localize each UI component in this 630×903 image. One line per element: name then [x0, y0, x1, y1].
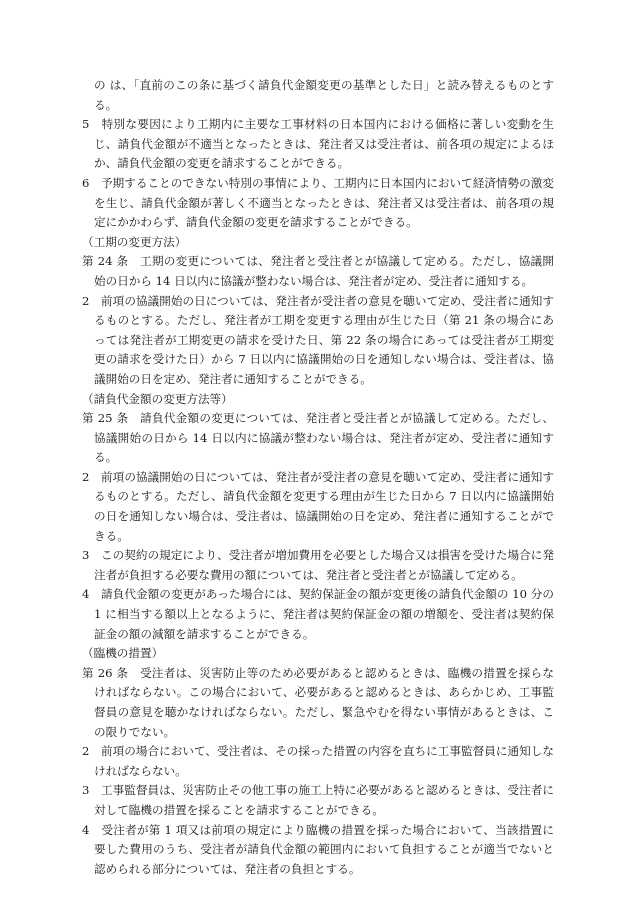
section-heading-schedule-change: （工期の変更方法）	[82, 234, 187, 249]
article-25-item-3: 3 この契約の規定により、受注者が増加費用を必要とした場合又は損害を受けた場合に発注者が負担する必要な費用の額については、発注者と受注者とが協議して定める。	[82, 548, 554, 582]
article-26-item-4: 4 受注者が第 1 項又は前項の規定により臨機の措置を採った場合において、当該措置に要した費用のうち、受注者が請負代金額の範囲内において負担することが適当でないと認められる部分については、発注者の負担とする。	[82, 822, 554, 876]
section-heading-price-change: （請負代金額の変更方法等）	[82, 391, 233, 406]
article-24: 第 24 条 工期の変更については、発注者と受注者とが協議して定める。ただし、協議開始の日から 14 日以内に協議が整わない場合は、発注者が定め、受注者に通知する。	[82, 254, 554, 288]
document-page	[82, 76, 554, 879]
clause-item-5: 5 特別な要因により工期内に主要な工事材料の日本国内における価格に著しい変動を生じ、請負代金額が不適当となったときは、発注者又は受注者は、前各項の規定によるほか、請負代金額の変更を請求することができる。	[82, 117, 554, 171]
article-26-item-3: 3 工事監督員は、災害防止その他工事の施工上特に必要があると認めるときは、受注者に対して臨機の措置を採ることを請求することができる。	[82, 783, 554, 817]
paragraph-continuation: の は、「直前のこの条に基づく請負代金額変更の基準とした日」と読み替えるものとする。	[94, 78, 554, 112]
article-26-item-2: 2 前項の場合において、受注者は、その採った措置の内容を直ちに工事監督員に通知しなければならない。	[82, 744, 554, 778]
article-25-item-4: 4 請負代金額の変更があった場合には、契約保証金の額が変更後の請負代金額の 10 分の 1 に相当する額以上となるように、発注者は契約保証金の額の増額を、受注者は契約保証金の額の減額を請求することができる。	[82, 587, 554, 641]
clause-item-6: 6 予期することのできない特別の事情により、工期内に日本国内において経済情勢の激変を生じ、請負代金額が著しく不適当となったときは、発注者又は受注者は、前各項の規定にかかわらず、請負代金額の変更を請求することができる。	[82, 175, 554, 230]
article-26: 第 26 条 受注者は、災害防止等のため必要があると認めるときは、臨機の措置を採らなければならない。この場合において、必要があると認めるときは、あらかじめ、工事監督員の意見を聴かなければならない。ただし、緊急やむを得ない事情があるときは、この限りでない。	[82, 665, 554, 739]
section-heading-emergency-measures: （臨機の措置）	[82, 646, 164, 661]
article-25: 第 25 条 請負代金額の変更については、発注者と受注者とが協議して定める。ただし、協議開始の日から 14 日以内に協議が整わない場合は、発注者が定め、受注者に通知する。	[82, 411, 554, 465]
article-25-item-2: 2 前項の協議開始の日については、発注者が受注者の意見を聴いて定め、受注者に通知するものとする。ただし、請負代金額を変更する理由が生じた日から 7 日以内に協議開始の日を通知しない場合は、受注者は、協議開始の日を定め、発注者に通知することができる。	[82, 469, 554, 543]
article-24-item-2: 2 前項の協議開始の日については、発注者が受注者の意見を聴いて定め、受注者に通知するものとする。ただし、発注者が工期を変更する理由が生じた日（第 21 条の場合にあっては発注者が工期変更の請求を受けた日、第 22 条の場合にあっては受注者が工期変更の請求を受けた日）から 7 日以内に協議開始の日を通知しない場合は、受注者は、協議開始の日を定め、発注者に通知することができる。	[82, 293, 554, 386]
